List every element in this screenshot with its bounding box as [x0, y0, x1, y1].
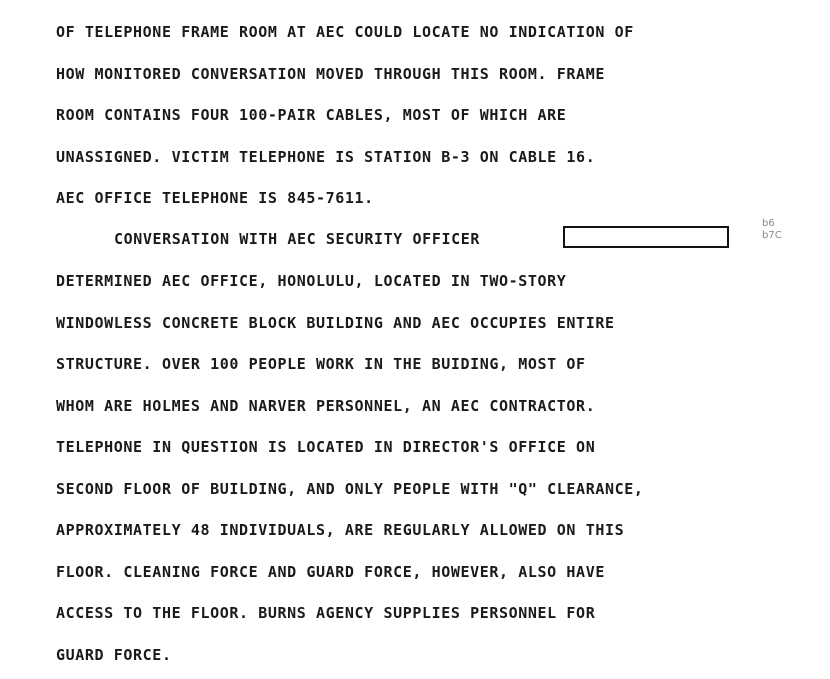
- redaction-box: [563, 226, 729, 248]
- text-line: DETERMINED AEC OFFICE, HONOLULU, LOCATED IN TWO-STORY: [56, 272, 567, 290]
- exemption-code: b7C: [762, 230, 782, 241]
- text-line: ROOM CONTAINS FOUR 100-PAIR CABLES, MOST OF WHICH ARE: [56, 106, 567, 124]
- exemption-code: b6: [762, 218, 775, 229]
- text-line: APPROXIMATELY 48 INDIVIDUALS, ARE REGULARLY ALLOWED ON THIS: [56, 521, 625, 539]
- text-line: FLOOR. CLEANING FORCE AND GUARD FORCE, HOWEVER, ALSO HAVE: [56, 563, 605, 581]
- text-line: TELEPHONE IN QUESTION IS LOCATED IN DIRECTOR'S OFFICE ON: [56, 438, 596, 456]
- text-line: CONVERSATION WITH AEC SECURITY OFFICER: [114, 230, 480, 248]
- text-line: WINDOWLESS CONCRETE BLOCK BUILDING AND AEC OCCUPIES ENTIRE: [56, 314, 615, 332]
- text-line: SECOND FLOOR OF BUILDING, AND ONLY PEOPLE WITH "Q" CLEARANCE,: [56, 480, 644, 498]
- text-line: HOW MONITORED CONVERSATION MOVED THROUGH THIS ROOM. FRAME: [56, 65, 605, 83]
- text-line: OF TELEPHONE FRAME ROOM AT AEC COULD LOCATE NO INDICATION OF: [56, 23, 634, 41]
- text-line: ACCESS TO THE FLOOR. BURNS AGENCY SUPPLIES PERSONNEL FOR: [56, 604, 596, 622]
- text-line: AEC OFFICE TELEPHONE IS 845-7611.: [56, 189, 374, 207]
- text-line: STRUCTURE. OVER 100 PEOPLE WORK IN THE BUIDING, MOST OF: [56, 355, 586, 373]
- text-line: GUARD FORCE.: [56, 646, 172, 664]
- text-line: UNASSIGNED. VICTIM TELEPHONE IS STATION B-3 ON CABLE 16.: [56, 148, 596, 166]
- text-line: WHOM ARE HOLMES AND NARVER PERSONNEL, AN AEC CONTRACTOR.: [56, 397, 596, 415]
